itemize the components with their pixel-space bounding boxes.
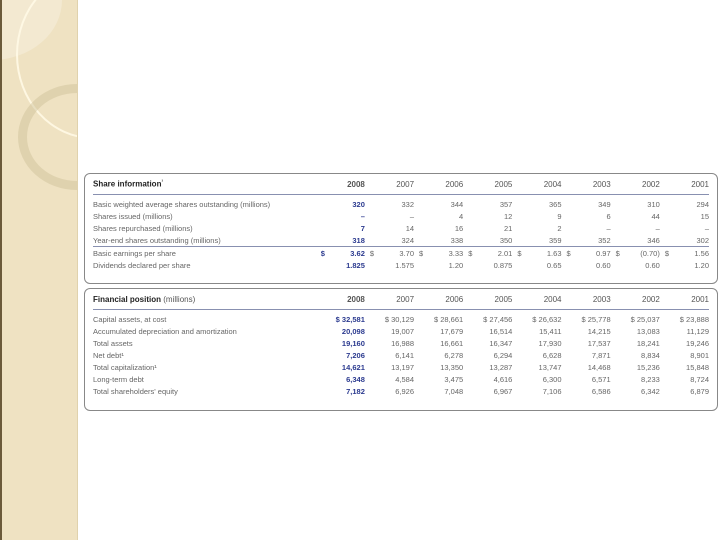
row-label: Year-end shares outstanding (millions) <box>93 235 221 245</box>
cell-value: 4,616 <box>493 374 513 384</box>
cell-value: 20,098 <box>341 326 365 336</box>
cell-value: 6,342 <box>641 386 660 396</box>
cell-value: 302 <box>696 235 709 245</box>
cell-value: $ 26,632 <box>512 310 561 326</box>
cell-value: $ 27,456 <box>463 310 512 326</box>
cell-value: 6,571 <box>591 374 611 384</box>
cell-value: 4,584 <box>395 374 415 384</box>
cell-value: – <box>409 211 415 221</box>
cell-value: 7,106 <box>542 386 562 396</box>
cell-value: 6,300 <box>542 374 562 384</box>
cell-value: 13,083 <box>636 326 660 336</box>
cell-value: – <box>606 223 611 233</box>
cell-value: 16,988 <box>391 338 415 348</box>
cell-value: 15,848 <box>686 362 709 372</box>
cell-value: 19,246 <box>686 338 709 348</box>
year-header: 2006 <box>445 294 464 304</box>
year-header: 2001 <box>691 179 709 189</box>
cell-value: 12 <box>504 211 513 221</box>
cell-value: 1.575 <box>395 260 415 270</box>
year-header: 2008 <box>347 179 365 189</box>
cell-value: 14 <box>405 223 415 233</box>
cell-value: 6,879 <box>690 386 709 396</box>
cell-value: 19,160 <box>341 338 365 348</box>
table-row <box>93 337 709 349</box>
dollar-sign: $ <box>517 248 522 258</box>
cell-value: 346 <box>647 235 660 245</box>
row-label: Accumulated depreciation and amortization <box>93 326 237 336</box>
table-row <box>93 259 709 271</box>
cell-value: 6,586 <box>591 386 611 396</box>
dollar-sign: $ <box>419 248 424 258</box>
dollar-sign: $ <box>566 248 571 258</box>
cell-value: 9 <box>557 211 562 221</box>
decorative-sidebar <box>0 0 78 540</box>
cell-value: 6 <box>606 211 611 221</box>
cell-value: $ 32,581 <box>316 310 365 326</box>
cell-value: 14,215 <box>587 326 611 336</box>
row-label: Total shareholders' equity <box>93 386 178 396</box>
cell-value: 320 <box>316 195 365 211</box>
cell-value: 6,967 <box>493 386 513 396</box>
cell-value: 16,661 <box>440 338 464 348</box>
year-header: 2004 <box>543 179 562 189</box>
cell-value: 16,514 <box>489 326 513 336</box>
row-label: Basic weighted average shares outstanding (millions) <box>93 195 316 211</box>
year-header: 2003 <box>592 294 611 304</box>
cell-value: 7 <box>360 223 365 233</box>
cell-value: 332 <box>365 195 414 211</box>
row-label: Net debt¹ <box>93 350 124 360</box>
year-header: 2007 <box>396 179 415 189</box>
cell-value: 4 <box>459 211 464 221</box>
cell-value: 14,468 <box>587 362 611 372</box>
cell-value: $ 1.63 <box>512 247 561 260</box>
cell-value: $ 1.56 <box>660 247 709 260</box>
title-subtext: (millions) <box>163 294 196 304</box>
cell-value: 44 <box>651 211 660 221</box>
cell-value: 352 <box>598 235 611 245</box>
cell-value: 17,679 <box>440 326 464 336</box>
cell-value: 350 <box>499 235 513 245</box>
year-header: 2002 <box>642 179 660 189</box>
cell-value: 18,241 <box>636 338 660 348</box>
decorative-ring <box>18 84 78 190</box>
row-label: Total capitalization¹ <box>93 362 157 372</box>
year-header: 2001 <box>691 294 709 304</box>
year-header: 2006 <box>445 179 464 189</box>
cell-value: – <box>360 211 365 221</box>
table-row <box>93 247 709 260</box>
cell-value: 318 <box>352 235 365 245</box>
cell-value: $ 3.62 <box>316 247 365 260</box>
cell-value: 13,287 <box>489 362 513 372</box>
year-header: 2007 <box>396 294 415 304</box>
cell-value: 359 <box>548 235 562 245</box>
cell-value: 14,621 <box>341 362 365 372</box>
cell-value: 21 <box>504 223 513 233</box>
row-label: Dividends declared per share <box>93 260 191 270</box>
cell-value: $ 23,888 <box>660 310 709 326</box>
row-label: Long-term debt <box>93 374 144 384</box>
table-row <box>93 234 709 247</box>
row-label: Basic earnings per share <box>93 247 316 260</box>
table-row <box>93 222 709 234</box>
cell-value: 0.875 <box>493 260 513 270</box>
year-header: 2002 <box>642 294 660 304</box>
header-row <box>93 174 709 195</box>
cell-value: 344 <box>414 195 463 211</box>
cell-value: 8,233 <box>641 374 660 384</box>
dollar-sign: $ <box>615 248 620 258</box>
cell-value: 8,834 <box>641 350 660 360</box>
row-label: Total assets <box>93 338 133 348</box>
dollar-sign: $ <box>369 248 375 258</box>
title-text: Share information <box>93 179 162 189</box>
cell-value: 16,347 <box>489 338 513 348</box>
table-row <box>93 349 709 361</box>
dollar-sign: $ <box>664 248 669 258</box>
cell-value: 324 <box>401 235 415 245</box>
cell-value: 3,475 <box>444 374 464 384</box>
cell-value: $ 3.70 <box>365 247 414 260</box>
cell-value: 16 <box>454 223 464 233</box>
year-header: 2003 <box>592 179 611 189</box>
table-row <box>93 385 709 397</box>
cell-value: 294 <box>660 195 709 211</box>
cell-value: $ 0.97 <box>562 247 611 260</box>
table-title <box>93 289 316 310</box>
cell-value: 6,141 <box>395 350 415 360</box>
cell-value: 13,197 <box>391 362 415 372</box>
cell-value: 11,129 <box>686 326 709 336</box>
cell-value: 0.60 <box>645 260 660 270</box>
row-label: Shares repurchased (millions) <box>93 223 193 233</box>
year-header: 2004 <box>543 294 562 304</box>
cell-value: $ 2.01 <box>463 247 512 260</box>
cell-value: 1.20 <box>694 260 709 270</box>
row-label: Capital assets, at cost <box>93 310 316 326</box>
cell-value: $ 25,037 <box>611 310 660 326</box>
table-row <box>93 195 709 211</box>
cell-value: 349 <box>562 195 611 211</box>
year-header: 2005 <box>494 179 513 189</box>
cell-value: 310 <box>611 195 660 211</box>
cell-value: – <box>704 223 709 233</box>
cell-value: 2 <box>557 223 562 233</box>
cell-value: 8,901 <box>690 350 709 360</box>
cell-value: 7,206 <box>346 350 365 360</box>
table-row <box>93 325 709 337</box>
cell-value: 357 <box>463 195 512 211</box>
table-row <box>93 210 709 222</box>
cell-value: 15 <box>700 211 709 221</box>
financial-position-table <box>84 288 718 411</box>
cell-value: 0.65 <box>546 260 562 270</box>
cell-value: – <box>655 223 660 233</box>
cell-value: 17,930 <box>538 338 562 348</box>
cell-value: 19,007 <box>391 326 415 336</box>
cell-value: 15,236 <box>636 362 660 372</box>
dollar-sign: $ <box>320 248 325 258</box>
cell-value: $ 3.33 <box>414 247 463 260</box>
cell-value: 6,628 <box>542 350 562 360</box>
cell-value: 1.20 <box>448 260 464 270</box>
cell-value: 7,182 <box>346 386 365 396</box>
cell-value: 0.60 <box>596 260 611 270</box>
cell-value: 13,747 <box>538 362 562 372</box>
cell-value: $ (0.70) <box>611 247 660 260</box>
table-title <box>93 174 316 195</box>
cell-value: $ 30,129 <box>365 310 414 326</box>
cell-value: 15,411 <box>539 326 562 336</box>
table-row <box>93 361 709 373</box>
title-text: Financial position <box>93 294 162 304</box>
cell-value: 13,350 <box>440 362 464 372</box>
table-row <box>93 310 709 326</box>
cell-value: 1.825 <box>346 260 365 270</box>
cell-value: 6,348 <box>346 374 365 384</box>
cell-value: 6,278 <box>444 350 464 360</box>
cell-value: 7,871 <box>591 350 611 360</box>
cell-value: 6,926 <box>395 386 415 396</box>
cell-value: $ 28,661 <box>414 310 463 326</box>
cell-value: 8,724 <box>690 374 709 384</box>
cell-value: $ 25,778 <box>562 310 611 326</box>
table-row <box>93 373 709 385</box>
share-information-table <box>84 173 718 284</box>
cell-value: 17,537 <box>587 338 611 348</box>
dollar-sign: $ <box>468 248 473 258</box>
cell-value: 6,294 <box>493 350 513 360</box>
footnote-mark: ¹ <box>161 179 164 186</box>
header-row <box>93 289 709 310</box>
cell-value: 338 <box>450 235 464 245</box>
year-header: 2005 <box>494 294 513 304</box>
cell-value: 365 <box>512 195 561 211</box>
year-header: 2008 <box>347 294 365 304</box>
cell-value: 7,048 <box>444 386 464 396</box>
row-label: Shares issued (millions) <box>93 211 173 221</box>
